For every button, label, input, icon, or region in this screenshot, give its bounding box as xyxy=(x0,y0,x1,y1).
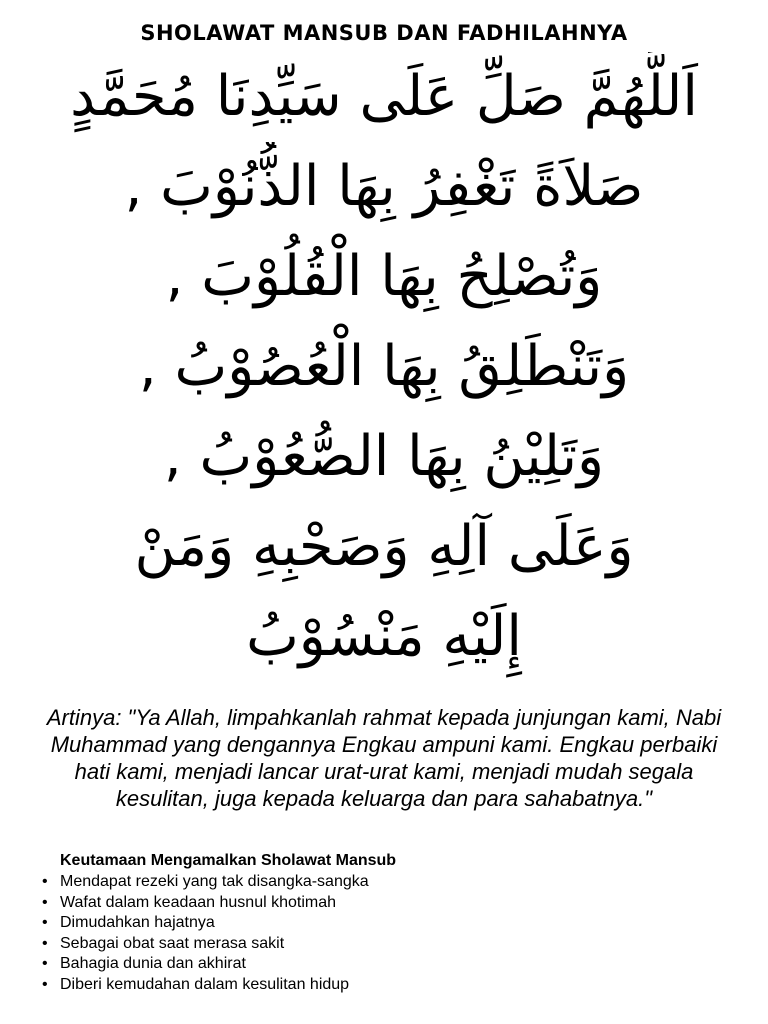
bullet-icon: • xyxy=(42,975,48,993)
list-item-text: Sebagai obat saat merasa sakit xyxy=(60,934,285,952)
bullet-icon: • xyxy=(42,873,48,890)
list-item-text: Wafat dalam keadaan husnul khotimah xyxy=(60,893,337,911)
list-item xyxy=(40,975,740,996)
list-item xyxy=(40,934,740,955)
list-item xyxy=(40,872,740,893)
arabic-line: اَللَّهُمَّ صَلِّ عَلَى سَيِّدِنَا مُحَمَّدٍ xyxy=(70,64,698,129)
list-item xyxy=(40,913,740,934)
list-item xyxy=(40,893,740,914)
arabic-line: وَتَنْطَلِقُ بِهَا الْعُصُوْبُ , xyxy=(138,334,630,399)
list-item-text: Bahagia dunia dan akhirat xyxy=(60,955,246,972)
list-item-text: Diberi kemudahan dalam kesulitan hidup xyxy=(60,975,350,993)
bullet-icon: • xyxy=(42,955,48,972)
bullet-icon: • xyxy=(42,934,48,952)
benefits-section xyxy=(40,850,740,995)
arabic-line: وَعَلَى آلِهِ وَصَحْبِهِ وَمَنْ xyxy=(134,514,634,579)
list-item xyxy=(40,954,740,975)
arabic-line: وَتُصْلِحُ بِهَا الْقُلُوْبَ , xyxy=(165,244,603,309)
translation-paragraph: Artinya: "Ya Allah, limpahkanlah rahmat kepada junjungan kami, Nabi Muhammad yang dengannya Engkau ampuni kami. Engkau perbaiki hati kami, menjadi lancar urat-urat kami, menjadi mudah segala kesulitan, juga kepada keluarga dan para sahabatnya." xyxy=(46,705,722,811)
bullet-icon: • xyxy=(42,893,48,911)
arabic-line: إِلَيْهِ مَنْسُوْبُ xyxy=(246,604,522,669)
page-title: SHOLAWAT MANSUB DAN FADHILAHNYA xyxy=(140,21,628,45)
bullet-icon: • xyxy=(42,914,48,931)
list-item-text: Dimudahkan hajatnya xyxy=(60,914,215,931)
sholawat-arabic-text xyxy=(20,52,748,682)
arabic-line: وَتَلِيْنُ بِهَا الصُّعُوْبُ , xyxy=(163,424,605,489)
benefits-heading: Keutamaan Mengamalkan Sholawat Mansub xyxy=(60,852,397,869)
arabic-line: صَلاَةً تَغْفِرُ بِهَا الذُّنُوْبَ , xyxy=(124,154,644,219)
list-item-text: Mendapat rezeki yang tak disangka-sangka xyxy=(60,873,369,890)
benefits-list xyxy=(40,872,740,995)
